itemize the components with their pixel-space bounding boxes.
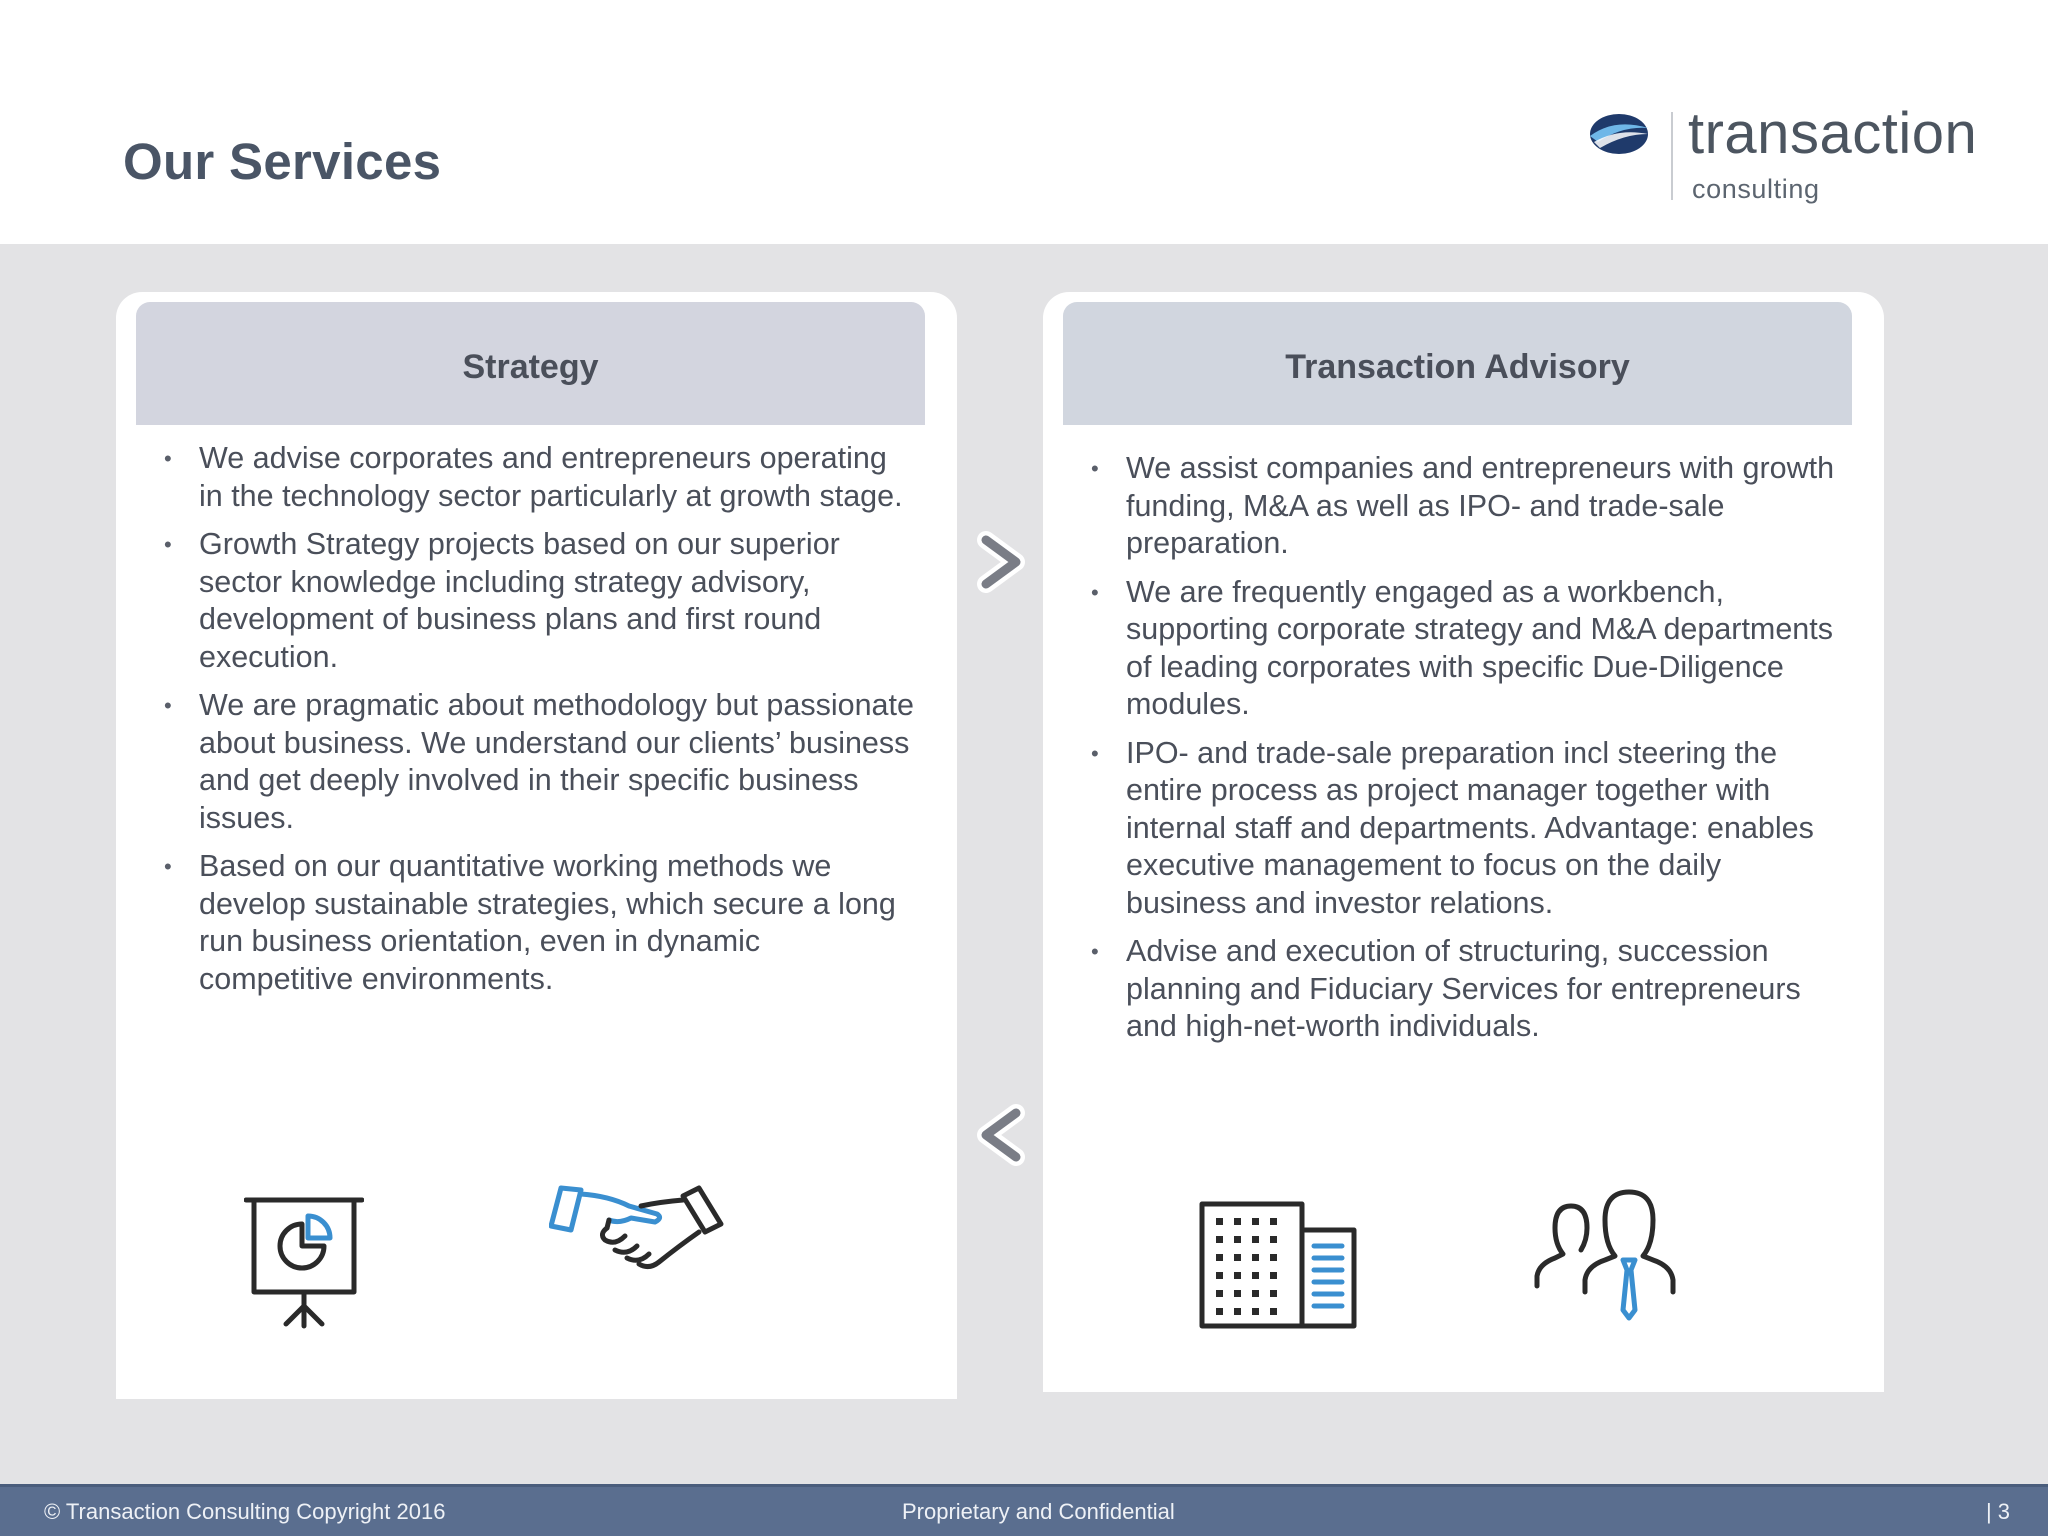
presentation-chart-icon [244,1194,364,1334]
bullet-text: Growth Strategy projects based on our superior sector knowledge including strategy advisory, development of business plans and first round execution. [199,527,840,674]
swoosh-icon [1588,112,1650,156]
strategy-card-title: Strategy [462,348,599,386]
strategy-card [116,292,957,1399]
bullet-icon: • [164,854,172,879]
bullet-icon: • [164,532,172,557]
company-logo [1588,100,1998,220]
transaction-advisory-bullet-list [1085,450,1845,1057]
slide-footer [0,1484,2048,1536]
footer-copyright: © Transaction Consulting Copyright 2016 [44,1499,446,1524]
list-item [1085,933,1845,1046]
bullet-text: Based on our quantitative working methods we develop sustainable strategies, which secure a long run business orientation, even in dynamic competitive environments. [199,849,896,996]
list-item [1085,450,1845,563]
business-people-icon [1533,1180,1695,1322]
list-item [158,848,918,998]
bullet-icon: • [1091,939,1099,964]
slide-header [0,0,2048,244]
list-item [1085,735,1845,923]
chevron-right-icon [972,528,1032,598]
page-number: | 3 [1985,1499,2010,1524]
page-title: Our Services [123,133,442,190]
chevron-left-icon [972,1101,1032,1171]
bullet-icon: • [1091,456,1099,481]
bullet-text: Advise and execution of structuring, succession planning and Fiduciary Services for entrepreneurs and high-net-worth individuals. [1126,934,1801,1043]
bullet-text: We are frequently engaged as a workbench, supporting corporate strategy and M&A departments of leading corporates with specific Due-Diligence modules. [1126,574,1833,721]
bullet-text: IPO- and trade-sale preparation incl steering the entire process as project manager together with internal staff and departments. Advantage: enables executive management to focus on the daily business and investor relations. [1126,735,1814,920]
bullet-icon: • [1091,740,1099,766]
logo-subtitle: consulting [1692,174,1820,204]
logo-wordmark: transaction [1688,101,1978,166]
list-item [158,526,918,676]
strategy-card-header [136,302,925,425]
footer-confidential: Proprietary and Confidential [902,1499,1175,1524]
logo-divider [1671,112,1673,200]
strategy-bullet-list [158,440,918,1009]
transaction-advisory-card-header [1063,302,1852,425]
list-item [1085,574,1845,724]
bullet-icon: • [1091,579,1099,605]
office-building-icon [1198,1200,1363,1330]
handshake-icon [549,1180,729,1290]
list-item [158,440,918,515]
list-item [158,687,918,837]
transaction-advisory-card-title: Transaction Advisory [1285,348,1630,386]
bullet-text: We advise corporates and entrepreneurs operating in the technology sector particularly at growth stage. [199,441,903,513]
bullet-icon: • [164,446,172,471]
bullet-text: We assist companies and entrepreneurs with growth funding, M&A as well as IPO- and trade-sale preparation. [1126,451,1835,560]
transaction-advisory-card [1043,292,1884,1392]
bullet-text: We are pragmatic about methodology but passionate about business. We understand our clients’ business and get deeply involved in their specific business issues. [199,688,914,835]
bullet-icon: • [164,693,172,718]
